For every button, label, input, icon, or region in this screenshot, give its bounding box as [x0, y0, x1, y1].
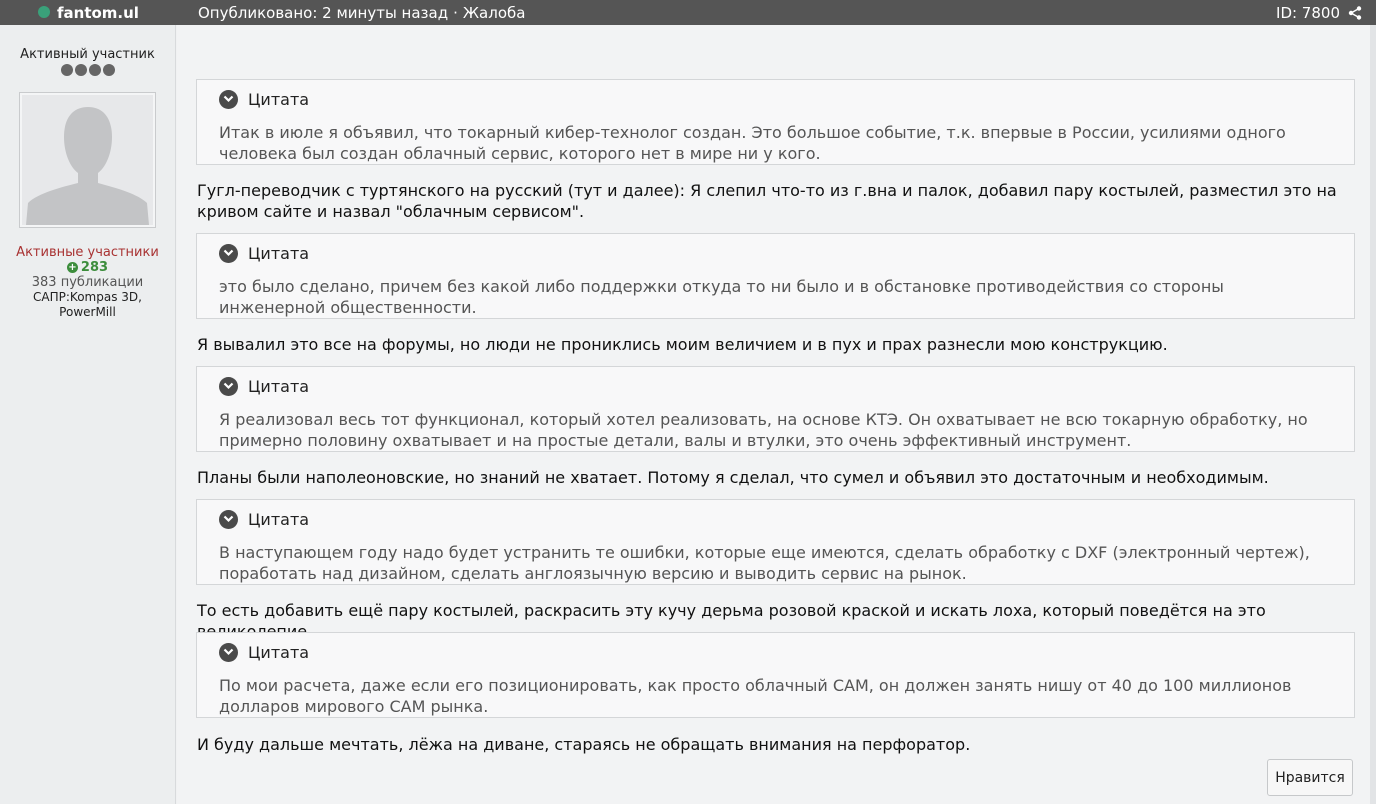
post-paragraph: Я вывалил это все на форумы, но люди не прониклись моим величием и в пух и прах разнесли мою конструкцию.: [197, 335, 1168, 354]
quote-header[interactable]: [197, 80, 1354, 118]
cad-info: САПР:Kompas 3D, PowerMill: [33, 290, 142, 319]
chevron-down-icon[interactable]: [219, 377, 238, 396]
quote-header[interactable]: [197, 633, 1354, 671]
quote-text: это было сделано, причем без какой либо поддержки откуда то ни было и в обстановке противодействия со стороны инженерной общественности.: [219, 277, 1224, 317]
rank-title: Активный участник: [20, 47, 155, 62]
post-id: ID: 7800: [1276, 3, 1340, 22]
quote-heading: Цитата: [248, 243, 310, 263]
avatar[interactable]: [19, 92, 156, 228]
quote-block: [196, 79, 1355, 165]
quote-header[interactable]: [197, 234, 1354, 272]
default-avatar-icon: [22, 95, 153, 225]
like-button[interactable]: Нравится: [1267, 759, 1353, 796]
post-paragraph: Гугл-переводчик с туртянского на русский (тут и далее): Я слепил что-то из г.вна и палок, добавил пару костылей, разместил это на кривом сайте и назвал "облачным сервисом".: [197, 181, 1337, 221]
author-block: [0, 0, 176, 25]
rank-dot-icon: [89, 64, 101, 76]
post-count: 383 публикации: [31, 275, 144, 290]
author-panel: [0, 25, 176, 804]
meta-separator: ·: [453, 3, 458, 22]
quote-header[interactable]: [197, 367, 1354, 405]
quote-heading: Цитата: [248, 509, 310, 529]
quote-heading: Цитата: [248, 642, 310, 662]
post-paragraph: И буду дальше мечтать, лёжа на диване, стараясь не обращать внимания на перфоратор.: [197, 735, 971, 754]
quote-text: Итак в июле я объявил, что токарный кибер-технолог создан. Это большое событие, т.к. впервые в России, усилиями одного человека был создан облачный сервис, которого нет в мире ни у кого.: [219, 123, 1286, 163]
post-paragraph: То есть добавить ещё пару костылей, раскрасить эту кучу дерьма розовой краской и искать лоха, который поведётся на это: [197, 601, 1266, 620]
chevron-down-icon[interactable]: [219, 510, 238, 529]
author-name-link[interactable]: fantom.ul: [57, 3, 139, 22]
post-id-block: [1276, 4, 1376, 22]
rank-dot-icon: [61, 64, 73, 76]
online-status-icon: [38, 6, 50, 18]
post-content: [177, 25, 1370, 804]
chevron-down-icon[interactable]: [219, 244, 238, 263]
scrollbar[interactable]: [1370, 25, 1376, 804]
quote-heading: Цитата: [248, 89, 310, 109]
chevron-down-icon[interactable]: [219, 643, 238, 662]
chevron-down-icon[interactable]: [219, 90, 238, 109]
rank-dot-icon: [75, 64, 87, 76]
post-header-bar: [0, 0, 1376, 25]
reputation: [0, 260, 175, 275]
quote-block: [196, 233, 1355, 319]
quote-text: По мои расчета, даже если его позиционировать, как просто облачный CAM, он должен занять нишу от 40 до 100 миллионов долларов мирового CAM рынка.: [219, 676, 1292, 716]
quote-text: В наступающем году надо будет устранить те ошибки, которые еще имеются, сделать обработку с DXF (электронный чертеж), поработать над дизайном, сделать англоязычную версию и выводить сервис на рынок.: [219, 543, 1310, 583]
reputation-count: 283: [80, 260, 109, 275]
quote-text: Я реализовал весь тот функционал, который хотел реализовать, на основе КТЭ. Он охватывает не всю токарную обработку, но примерно половину охватывает и на простые детали, валы и втулки, это очень эффективный инструмент.: [219, 410, 1308, 450]
post-paragraph: Планы были наполеоновские, но знаний не хватает. Потому я сделал, что сумел и объявил это достаточным и необходимым.: [197, 468, 1269, 487]
published-time[interactable]: Опубликовано: 2 минуты назад: [198, 3, 449, 22]
quote-heading: Цитата: [248, 376, 310, 396]
quote-header[interactable]: [197, 500, 1354, 538]
plus-icon: +: [68, 262, 77, 273]
report-link[interactable]: Жалоба: [462, 3, 526, 22]
rank-dots: [0, 64, 175, 76]
rank-dot-icon: [103, 64, 115, 76]
share-icon[interactable]: [1348, 6, 1362, 20]
quote-block: [196, 632, 1355, 718]
post-meta: [176, 4, 1276, 22]
quote-block: [196, 499, 1355, 585]
quote-block: [196, 366, 1355, 452]
user-group[interactable]: Активные участники: [16, 245, 159, 260]
